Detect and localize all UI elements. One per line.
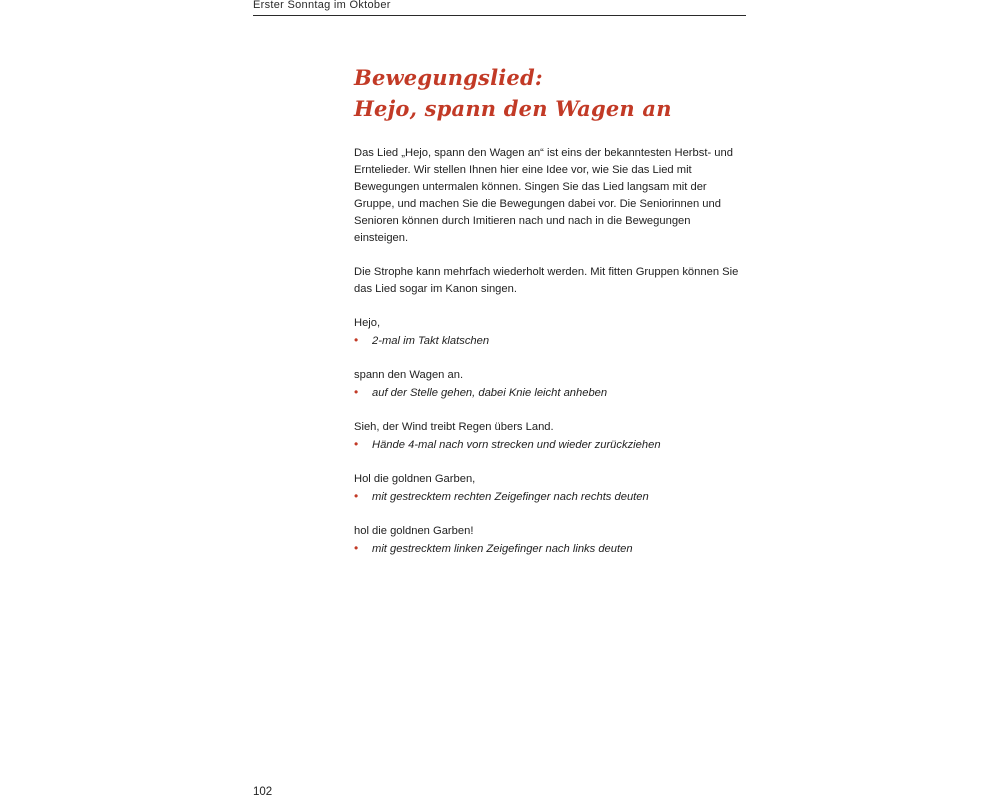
bullet-icon: • <box>354 489 359 503</box>
movement-text: auf der Stelle gehen, dabei Knie leicht anheben <box>372 387 608 399</box>
title-line-1: Bewegungslied: <box>354 65 543 90</box>
verse-block-1 <box>354 315 747 350</box>
verse-block-4 <box>354 471 747 506</box>
movement-text: Hände 4-mal nach vorn strecken und wieder zurückziehen <box>372 439 661 451</box>
intro-paragraph-2: Die Strophe kann mehrfach wiederholt werden. Mit fitten Gruppen können Sie das Lied sogar im Kanon singen. <box>354 266 739 295</box>
verse-block-3 <box>354 419 747 454</box>
movement-item <box>354 384 747 402</box>
verse-line: hol die goldnen Garben! <box>354 525 474 537</box>
bullet-icon: • <box>354 385 359 399</box>
page-number: 102 <box>253 786 273 798</box>
title-line-2: Hejo, spann den Wagen an <box>354 96 672 121</box>
bullet-icon: • <box>354 437 359 451</box>
movement-item <box>354 436 747 454</box>
verse-block-5 <box>354 523 747 558</box>
verse-line: Hol die goldnen Garben, <box>354 473 476 485</box>
movement-text: mit gestrecktem rechten Zeigefinger nach rechts deuten <box>372 491 649 503</box>
movement-text: 2-mal im Takt klatschen <box>372 335 490 347</box>
movement-item <box>354 332 747 350</box>
intro-paragraph-1: Das Lied „Hejo, spann den Wagen an“ ist eins der bekanntesten Herbst- und Erntelieder. Wir stellen Ihnen hier eine Idee vor, wie Sie das Lied mit Bewegungen untermalen können. Singen Sie das Lied langsam mit der Gruppe, und machen Sie die Bewegungen dabei vor. Die Seniorinnen und Senioren können durch Imitieren nach und nach in die Bewegungen einsteigen. <box>354 147 733 244</box>
verse-block-2 <box>354 367 747 402</box>
bullet-icon: • <box>354 541 359 555</box>
page-content <box>354 62 747 558</box>
movement-item <box>354 540 747 558</box>
running-header-title: Erster Sonntag im Oktober <box>253 0 391 11</box>
verse-line: spann den Wagen an. <box>354 369 464 381</box>
verse-line: Hejo, <box>354 317 381 329</box>
verse-line: Sieh, der Wind treibt Regen übers Land. <box>354 421 554 433</box>
movement-text: mit gestrecktem linken Zeigefinger nach links deuten <box>372 543 633 555</box>
movement-item <box>354 488 747 506</box>
page-title <box>354 62 747 124</box>
bullet-icon: • <box>354 333 359 347</box>
running-header <box>253 0 746 16</box>
